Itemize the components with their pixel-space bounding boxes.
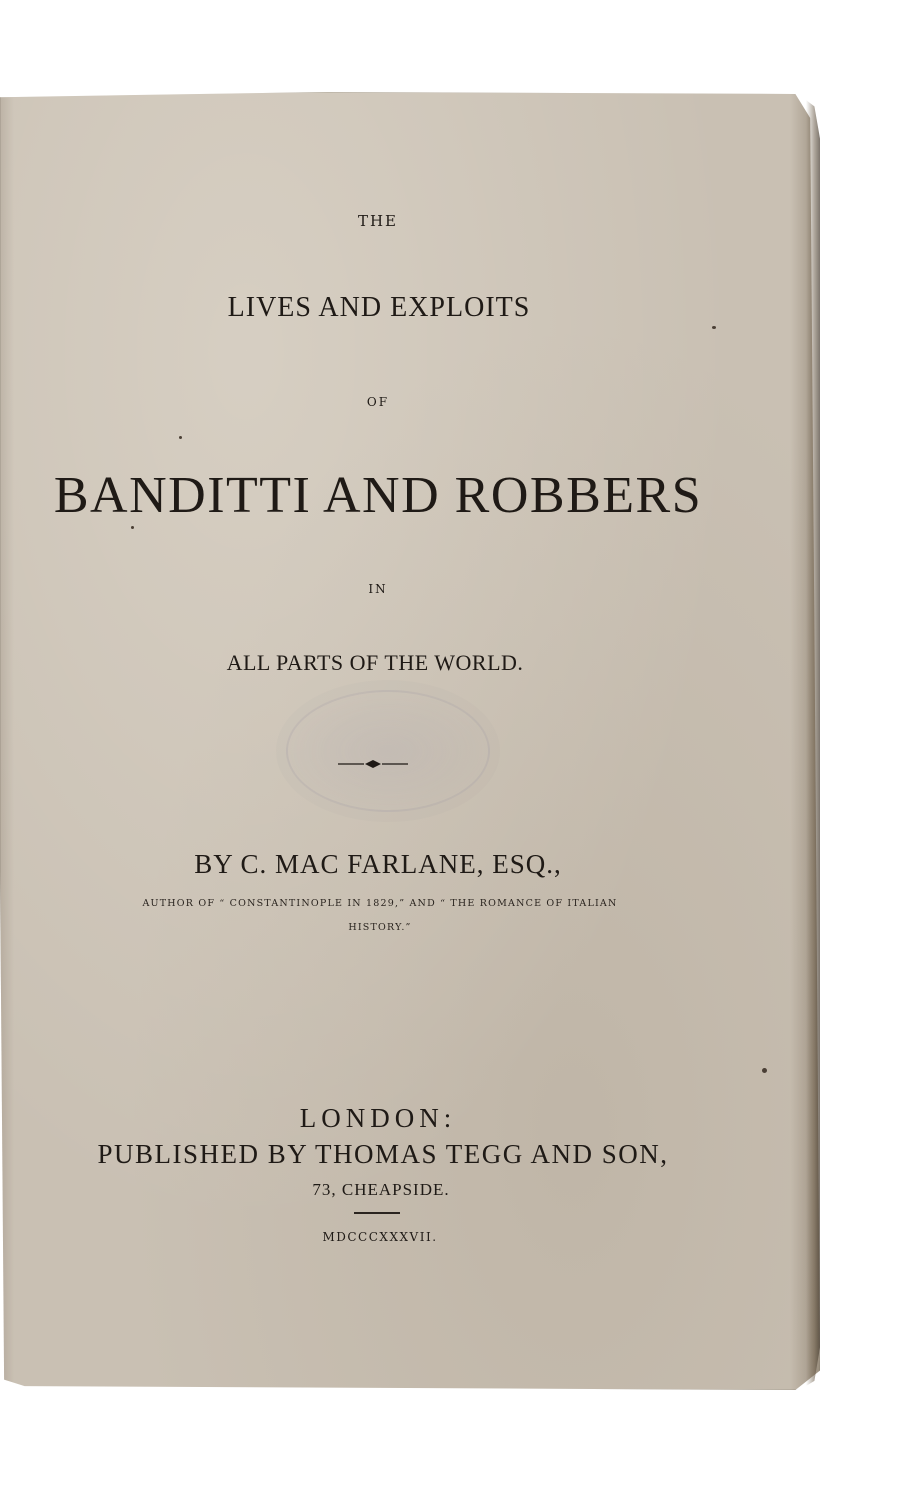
title-line-in: IN <box>368 582 388 596</box>
imprint-city: LONDON: <box>299 1103 457 1133</box>
ornament-divider <box>338 758 408 770</box>
paper-speck <box>712 326 716 329</box>
author-byline: BY C. MAC FARLANE, ESQ., <box>194 849 562 879</box>
imprint-publisher: PUBLISHED BY THOMAS TEGG AND SON, <box>97 1139 669 1169</box>
paper-speck <box>762 1068 767 1073</box>
paper-speck <box>179 436 182 439</box>
library-stamp <box>286 690 490 812</box>
title-line-of: OF <box>366 395 390 409</box>
title-line-lives: LIVES AND EXPLOITS <box>227 292 531 323</box>
title-line-the: THE <box>357 212 399 230</box>
imprint-address: 73, CHEAPSIDE. <box>312 1180 450 1199</box>
imprint-year: MDCCCXXXVII. <box>322 1230 438 1244</box>
page-edge <box>806 100 820 1386</box>
main-title: BANDITTI AND ROBBERS <box>53 467 703 524</box>
title-line-world: ALL PARTS OF THE WORLD. <box>226 650 524 675</box>
paper-speck <box>131 526 134 529</box>
imprint-rule <box>354 1212 400 1214</box>
author-credits: AUTHOR OF “ CONSTANTINOPLE IN 1829,” AND “ THE ROMANCE OF ITALIAN HISTORY.” <box>142 898 618 933</box>
